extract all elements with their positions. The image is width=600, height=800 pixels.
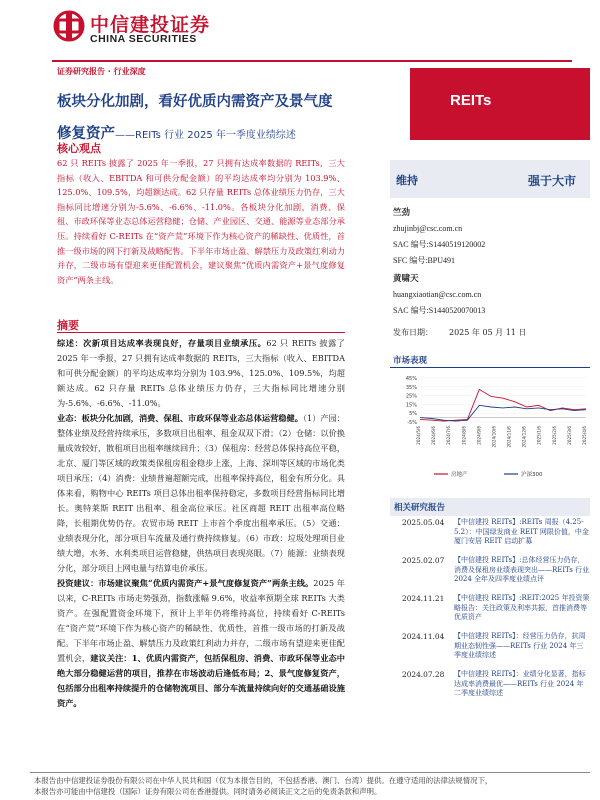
- analyst-sac: SAC 编号:S1440519120002: [393, 240, 486, 249]
- x-tick-label: 2025/2/6: [551, 426, 557, 445]
- sector-tag: [410, 68, 590, 140]
- footer-line-2: 本报告亦可能由中信建投（国际）证券有限公司在香港提供。同时请务必阅读正文之后的免责条款和声明。: [34, 787, 382, 796]
- related-link[interactable]: 【中信建投 REITs】:REIT:2025 年投资策略报告：关注政策及利率共振，首推消费等优质资产: [454, 594, 590, 622]
- related-item[interactable]: [390, 670, 590, 708]
- footer-divider: [30, 772, 590, 773]
- related-heading-bar: [390, 498, 590, 516]
- title-line-2: [57, 118, 387, 152]
- analyst-email[interactable]: zhujinbj@csc.com.cn: [393, 224, 463, 233]
- summary-heading: 摘要: [57, 319, 79, 332]
- footer-disclaimer: [34, 775, 590, 800]
- title-subtitle: ——REITs 行业 2025 年一季度业绩综述: [115, 130, 296, 141]
- summary-lead: 业态：板块分化加剧，消费、保租、市政环保等业态总体运营稳健。: [57, 413, 303, 423]
- analyst-sac: SAC 编号:S1440520070013: [393, 306, 486, 315]
- core-view-text: 62 只 REITs 披露了 2025 年一季报，27 只拥有达成率数据的 REITs，三大指标（收入、EBITDA 和可供分配金额）的平均达成率均分别为 103.9%、125.0%、109.5%，均超额达成。62 只存量 REITs 总体业绩压力仍存，三大指标同比增速分别为-5.6%、-6.6%、-11.0%。各板块分化加剧，消费、保租、市政环保等业态总体运营稳健；仓储、产业园区、交通、能源等业态部分承压。持续看好 C-REITs 在“资产荒”环境下作为核心资产的稀缺性、优质性，首推一级市场的网下打新及战略配售。下半年市场止盈、解禁压力及政策红利动力并存，二级市场有望迎来更佳配置机会，建议聚焦“优质内需资产+景气度修复资产”两条主线。: [57, 158, 345, 285]
- analyst-name: 竺劲: [393, 208, 411, 218]
- rating-action: 维持: [396, 174, 418, 187]
- summary-paragraph: [57, 576, 345, 711]
- publish-date-label: 发布日期：: [393, 328, 433, 337]
- publish-date: [393, 327, 526, 338]
- y-tick-label: 35%: [405, 384, 417, 391]
- series-line-property: [420, 389, 586, 421]
- rating-value: 强于大市: [527, 174, 576, 188]
- core-view-heading: 核心观点: [57, 142, 101, 155]
- y-tick-label: 5%: [409, 411, 417, 418]
- logo-name-cn: 中信建投证券: [90, 14, 211, 36]
- title-line-1: 板块分化加剧，看好优质内需资产及景气度: [57, 94, 333, 110]
- market-title: 市场表现: [393, 356, 428, 366]
- x-tick-label: 2024/5/6: [416, 426, 421, 445]
- summary-text: 62 只 REITs 披露了 2025 年一季报，27 只拥有达成率数据的 REITs，三大指标（收入、EBITDA 和可供分配金额）的平均达成率均分别为 103.9%、125.0%、109.5%，均超额达成。62 只存量 REITs 总体业绩压力仍存，三大指标同比增速分别为-5.6%、-6.6%、-11.0%。: [57, 338, 345, 408]
- related-list: [390, 518, 590, 708]
- x-tick-label: 2024/8/6: [461, 426, 467, 445]
- related-date: 2024.11.21: [402, 594, 445, 603]
- related-item[interactable]: [390, 518, 590, 556]
- x-tick-label: 2024/11/6: [506, 426, 512, 448]
- breadcrumb: 证券研究报告 · 行业深度: [57, 67, 146, 76]
- sector-label: REITs: [450, 92, 492, 109]
- related-date: 2024.11.04: [402, 632, 445, 641]
- analyst-sfc: SFC 编号:BPU491: [393, 256, 456, 265]
- summary-lead: 建议关注：1、优质内需资产，包括保租房、消费、市政环保等业态中绝大部分稳健运营的项目，推荐在市场波动后逢低布局；2、景气度修复资产，包括部分出租率持续提升的仓储物流项目、部分车流量持续向好的交通基础设施资产。: [57, 653, 345, 708]
- summary-lead: 综述：次新项目达成率表现良好，存量项目业绩承压。: [57, 338, 267, 348]
- x-tick-label: 2024/7/6: [446, 426, 452, 445]
- x-tick-label: 2024/10/6: [491, 426, 497, 448]
- summary-divider: [57, 332, 345, 333]
- analyst-name: 黄啸天: [393, 274, 419, 284]
- related-date: 2024.07.28: [402, 670, 445, 679]
- report-title: [57, 86, 387, 152]
- related-item[interactable]: [390, 556, 590, 594]
- x-tick-label: 2025/4/6: [582, 426, 587, 445]
- summary-body: [57, 336, 345, 756]
- header-divider: [52, 60, 572, 62]
- legend-label: 房地产: [451, 472, 468, 478]
- logo-mark-icon: [52, 10, 86, 42]
- logo-name-en: CHINA SECURITIES: [90, 33, 197, 45]
- related-link[interactable]: 【中信建投 REITs】：经营压力仍存，抗周期业态韧性强——REITs 行业 2024 年三季度业绩综述: [454, 632, 586, 660]
- related-item[interactable]: [390, 632, 590, 670]
- summary-text: （1）产园：整体业绩及经营持续承压，多数项目出租率、租金双双下滑；（2）仓储：以价换量成效较好，散租项目出租率继续回升；（3）保租房：经营总体保持高位平稳，北京、厦门等区域的政策类保租房租金稳步上涨，上海、深圳等区域的市场化类项目承压；（4）消费：业绩普遍超额完成，出租率保持高位，租金有所分化。具体来看，购物中心 REITs 项目总体出租率保持稳定，多数项目经营指标同比增长。奥特莱斯 REIT 出租率、租金高位承压。社区商超 REIT 出租率高位略降，长租期优势仍存。农贸市场 REIT 上市首个季度出租率承压。（5）交通：业绩表现分化，部分项目车流量及通行费持续修复。（6）市政：垃圾处理项目业绩大增，水务、水利类项目运营稳健，供热项目表现亮眼。（7）能源：业绩表现分化，部分项目上网电量与结算电价承压。: [57, 413, 345, 573]
- related-link[interactable]: 【中信建投 REITs】:总体经营压力仍存，消费及保租房业绩表现突出——REITs 行业 2024 全年及四季度业绩点评: [454, 556, 590, 584]
- y-tick-label: 15%: [405, 402, 417, 409]
- x-tick-label: 2024/9/6: [476, 426, 482, 445]
- title-line-2-main: 修复资产: [57, 126, 115, 142]
- x-tick-label: 2025/3/6: [566, 426, 572, 445]
- related-item[interactable]: [390, 594, 590, 632]
- y-tick-label: 45%: [405, 376, 417, 382]
- x-tick-label: 2024/12/6: [521, 426, 527, 448]
- y-tick-label: -5%: [407, 420, 417, 426]
- analyst-email[interactable]: huangxiaotian@csc.com.cn: [393, 290, 482, 299]
- publish-date-value: 2025 年 05 月 11 日: [449, 328, 527, 337]
- related-heading: 相关研究报告: [394, 503, 446, 513]
- legend-label: 沪深300: [521, 472, 543, 478]
- summary-paragraph: [57, 411, 345, 576]
- market-divider: [390, 367, 590, 368]
- related-date: 2025.05.04: [402, 518, 445, 527]
- x-tick-label: 2024/6/6: [431, 426, 437, 445]
- market-performance-chart: [390, 370, 590, 485]
- rating-box: [390, 160, 590, 198]
- related-link[interactable]: 【中信建投 REITs】：业绩分化显著，指标达成率消费最优——REITs 行业 2024 年二季度业绩综述: [454, 670, 586, 698]
- analyst-block: [393, 271, 485, 319]
- related-link[interactable]: 【中信建投 REITs】:REITs 周报（4.25-5.2）：中国绿发商业 REIT 网限价值，中金厦门安居 REIT 启动扩募: [454, 518, 589, 546]
- company-logo: [52, 8, 212, 44]
- footer-line-1: 本报告由中信建投证券股份有限公司在中华人民共和国（仅为本报告目的，不包括香港、澳门、台湾）提供。在遵守适用的法律法规情况下，: [34, 776, 493, 785]
- related-date: 2025.02.07: [402, 556, 445, 565]
- y-tick-label: 25%: [405, 393, 417, 400]
- summary-text: 2025 年以来，C-REITs 市场走势强劲，指数涨幅 9.6%，收益率预期全球 REITs 大类资产。在强配置资金环境下，预计上半年仍将维持高位，持续看好 C-REITs 在“资产荒”环境下作为核心资产的稀缺性、优质性，首推一级市场的打新及战配。下半年市场止盈、解禁压力及政策红利动力并存，二级市场有望迎来更佳配置机会，: [57, 578, 345, 663]
- summary-lead: 投资建议：市场建议聚焦“优质内需资产+景气度修复资产”两条主线。: [57, 578, 314, 588]
- analyst-block: [393, 205, 485, 269]
- summary-paragraph: [57, 336, 345, 411]
- x-tick-label: 2025/1/6: [536, 426, 542, 445]
